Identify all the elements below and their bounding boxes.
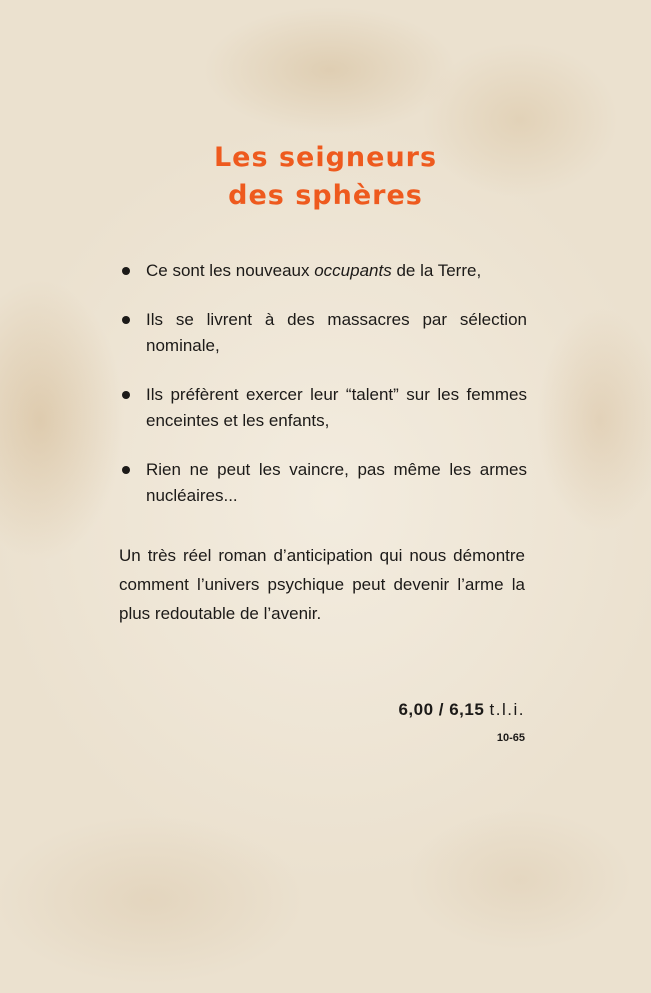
edition-code: 10-65 bbox=[496, 732, 525, 744]
bullet-text: Ils se livrent à des massacres par sélection nominale, bbox=[146, 310, 527, 355]
bullet-item-2 bbox=[122, 307, 527, 359]
bullet-text: Ce sont les nouveaux bbox=[146, 261, 315, 280]
bullet-item-3 bbox=[122, 382, 527, 434]
bullet-emphasis: occupants bbox=[314, 261, 392, 280]
bullet-item-1 bbox=[122, 258, 527, 284]
price-tax-suffix: t.l.i. bbox=[489, 700, 525, 719]
feature-bullet-list bbox=[122, 258, 527, 509]
price-value: 6,00 / 6,15 bbox=[398, 700, 485, 719]
title-line-1: Les seigneurs bbox=[213, 142, 438, 173]
price-label bbox=[398, 700, 525, 720]
bullet-text: Ils préfèrent exercer leur “talent” sur les femmes enceintes et les enfants, bbox=[146, 385, 527, 430]
bullet-icon bbox=[122, 466, 130, 474]
title-line-2: des sphères bbox=[228, 180, 423, 211]
bullet-item-4 bbox=[122, 457, 527, 509]
bullet-icon bbox=[122, 267, 130, 275]
bullet-text-end: de la Terre, bbox=[391, 261, 482, 280]
bullet-icon bbox=[122, 316, 130, 324]
synopsis-paragraph: Un très réel roman d’anticipation qui nous démontre comment l’univers psychique peut devenir l’arme la plus redoutable de l’avenir. bbox=[119, 546, 525, 623]
bullet-icon bbox=[122, 391, 130, 399]
bullet-text: Rien ne peut les vaincre, pas même les armes nucléaires... bbox=[146, 460, 527, 505]
